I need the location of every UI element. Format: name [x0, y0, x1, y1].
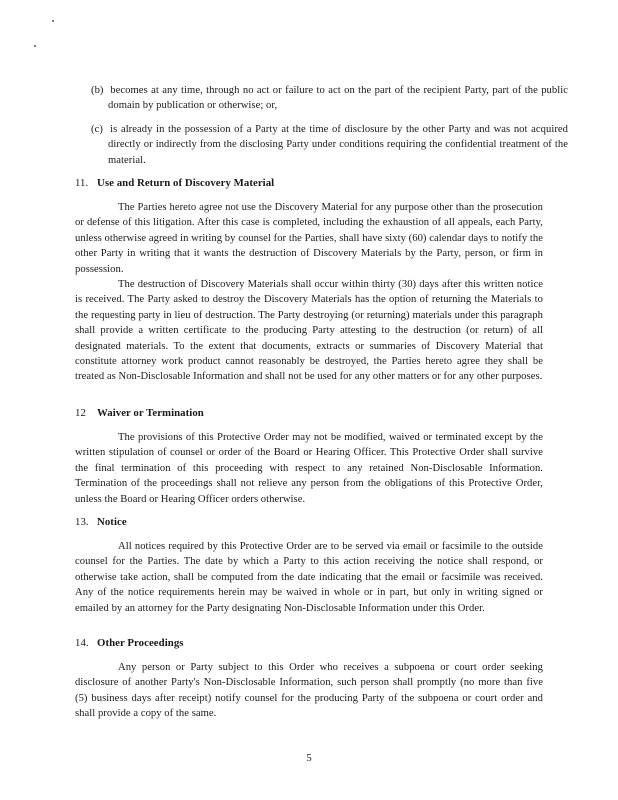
paragraph: The destruction of Discovery Materials shall occur within thirty (30) days after this written notice is received. The Party asked to destroy the Discovery Materials has the option of returning the Materials to the requesting party in lieu of destruction. The Party destroying (or returning) materials under this paragraph shall provide a written certificate to the producing Party attesting to the destruction (or return) of all designated materials. To the extent that documents, extracts or summaries of Discovery Material that constitute attorney work product cannot reasonably be destroyed, the Parties hereto agree they shall be treated as Non-Disclosable Information and shall not be used for any other matters or for any other purposes. [75, 279, 543, 383]
section-number: 14. [75, 637, 89, 649]
page-number: 5 [306, 753, 312, 764]
section-heading-13 [75, 515, 127, 530]
scan-speck [34, 45, 36, 47]
scan-speck [52, 20, 54, 22]
paragraph: Any person or Party subject to this Order who receives a subpoena or court order seeking disclosure of another Party's Non-Disclosable Information, such person shall promptly (no more than five (5) business days after receipt) notify counsel for the producing Party of the subpoena or court order and shall provide a copy of the same. [75, 662, 543, 720]
list-marker: (b) [91, 85, 104, 96]
paragraph: The provisions of this Protective Order may not be modified, waived or terminated except by the written stipulation of counsel or order of the Board or Hearing Officer. This Protective Order shall survive the final termination of this proceeding with respect to any retained Non-Disclosable Information. Termination of the proceedings shall not relieve any person from the obligations of this Protective Order, unless the Board or Hearing Officer orders otherwise. [75, 432, 543, 505]
section-heading-11 [75, 176, 274, 191]
section-title: Waiver or Termination [97, 407, 204, 419]
section-title: Other Proceedings [97, 637, 184, 649]
list-item-c [91, 122, 568, 168]
list-text: becomes at any time, through no act or failure to act on the part of the recipient Party, part of the public domain by publication or otherwise; or, [108, 85, 568, 112]
paragraph: All notices required by this Protective Order are to be served via email or facsimile to the outside counsel for the Parties. The date by which a Party to this action receiving the notice shall respond, or otherwise take action, shall be computed from the date indicating that the email or facsimile was received. Any of the notice requirements herein may be waived in whole or in part, but only in writing signed or emailed by an attorney for the Party designating Non-Disclosable Information under this Order. [75, 541, 543, 614]
list-text: is already in the possession of a Party at the time of disclosure by the other Party and was not acquired directly or indirectly from the disclosing Party under conditions requiring the confidential treatment of the material. [108, 124, 568, 166]
section-number: 11. [75, 177, 89, 189]
section-title: Notice [97, 516, 127, 528]
paragraph: The Parties hereto agree not use the Discovery Material for any purpose other than the prosecution or defense of this litigation. After this case is completed, including the exhaustion of all appeals, each Party, unless otherwise agreed in writing by counsel for the Parties, shall have sixty (60) calendar days to notify the other Party in writing that it wants the destruction of Discovery Materials by the Party, person, or firm in possession. [75, 202, 543, 275]
section-number: 13. [75, 516, 89, 528]
section-number: 12 [75, 407, 86, 419]
list-marker: (c) [91, 124, 103, 135]
list-item-b [91, 83, 568, 114]
section-heading-14 [75, 636, 184, 651]
section-heading-12 [75, 406, 204, 421]
section-title: Use and Return of Discovery Material [97, 177, 275, 189]
